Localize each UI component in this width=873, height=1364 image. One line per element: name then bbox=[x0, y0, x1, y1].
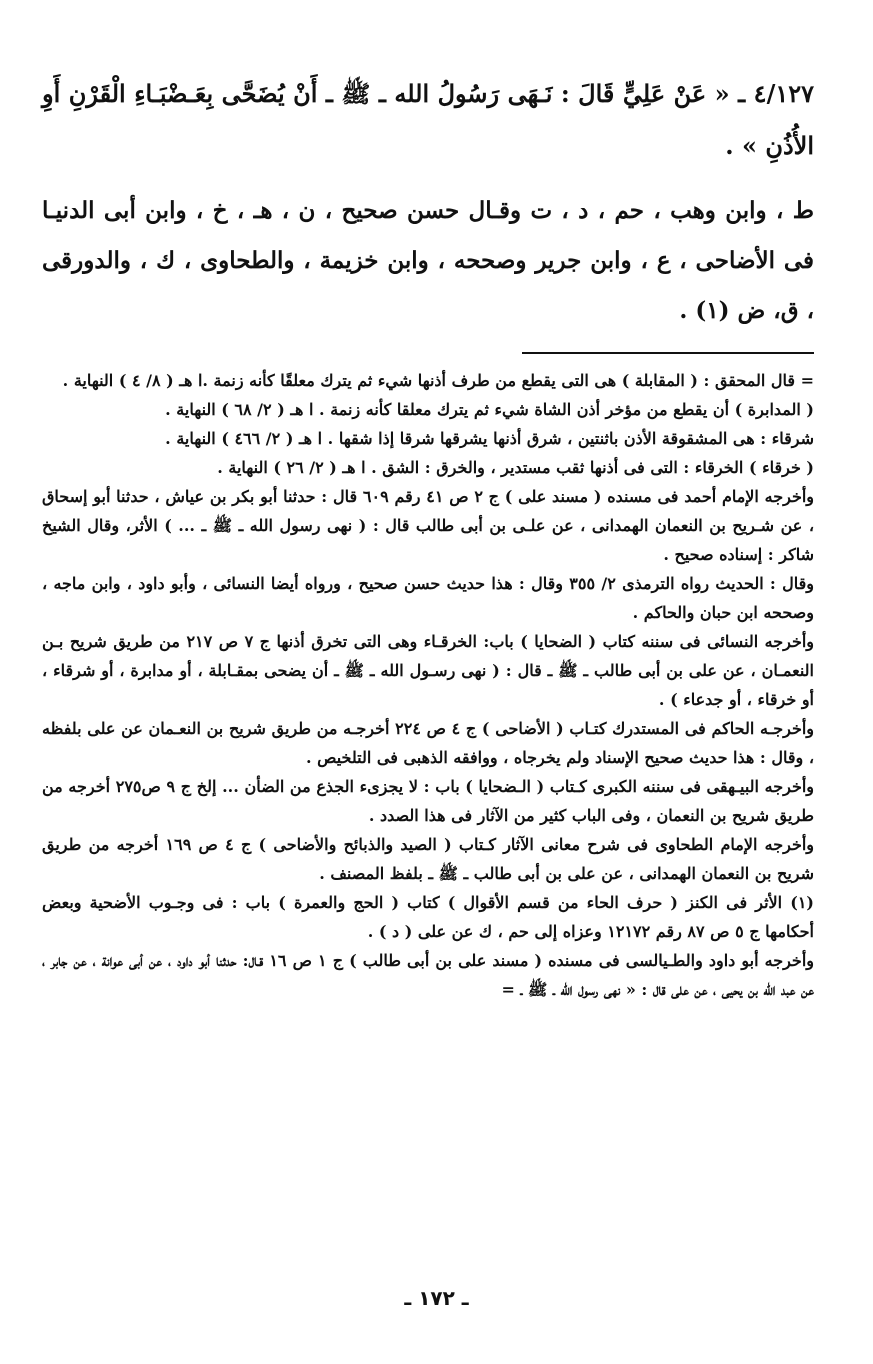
footnote-line: وقال : الحديث رواه الترمذى ٢/ ٣٥٥ وقال : هذا حديث حسن صحيح ، ورواه أيضا النسائى ، وأبو داود ، وابن ماجه ، وصححه ابن حبان والحاكم . bbox=[42, 574, 815, 622]
footnote-line: = قال المحقق : ( المقابلة ) هى التى يقطع من طرف أذنها شيء ثم يترك معلقًا كأنه زنمة .ا هـ ( ٨/ ٤ ) النهاية . bbox=[62, 371, 814, 390]
hadith-text: ٤/١٢٧ ـ « عَنْ عَلِيٍّ قَالَ : نَـهَى رَسُولُ الله ـ ﷺ ـ أَنْ يُضَحَّى بِعَـضْبَـاءِ الْقَرْنِ أَوِ الأُذُنِ » . bbox=[42, 79, 814, 160]
footnote-line: ( المدابرة ) أن يقطع من مؤخر أذن الشاة شيء ثم يترك معلقا كأنه زنمة . ا هـ ( ٢/ ٦٨ ) النهاية . bbox=[165, 400, 814, 419]
footnote-line: ( خرقاء ) الخرقاء : التى فى أذنها ثقب مستدير ، والخرق : الشق . ا هـ ( ٢/ ٢٦ ) النهاية . bbox=[217, 458, 814, 477]
footnote-line: شرقاء : هى المشقوقة الأذن باثنتين ، شرق أذنها يشرقها شرقا إذا شقها . ا هـ ( ٢/ ٤٦٦ ) النهاية . bbox=[165, 429, 814, 448]
footnote-line: (١) الأثر فى الكنز ( حرف الحاء من قسم الأقوال ) كتاب ( الحج والعمرة ) باب : فى وجـوب الأضحية وبعض أحكامها ج ٥ ص ٨٧ رقم ١٢١٧٢ وعزاه إلى حم ، ك عن على ( د ) . bbox=[42, 893, 814, 941]
footnote-line: وأخرجه أبو داود والطـيالسى فى مسنده ( مسند على بن أبى طالب ) ج ١ ص ١٦ قـال: حدثنا أبو داود ، عن أبى عوانة ، عن جابر ، عن عبد الله بن يحيى ، عن على قال : « نهى رسول الله ـ ﷺ ـ = bbox=[42, 951, 814, 999]
sources-line: ط ، وابن وهب ، حم ، د ، ت وقـال حسن صحيح ، ن ، هـ ، خ ، وابن أبى الدنيـا فى الأضاحى ، ع ، وابن جرير وصححه ، وابن خزيمة ، والطحاوى ، ك ، والدورقى ، ق، ض (١) . bbox=[42, 197, 814, 324]
footnote-separator bbox=[522, 352, 814, 354]
page-body bbox=[42, 68, 814, 1004]
footnote-line: وأخرجه البيـهقى فى سننه الكبرى كـتاب ( الـضحايا ) باب : لا يجزىء الجذع من الضأن ... إلخ ج ٩ ص٢٧٥ أخرجه من طريق شريح بن النعمان ، وفى الباب كثير من الآثار فى هذا الصدد . bbox=[42, 777, 815, 825]
footnotes bbox=[42, 366, 814, 1004]
footnote-line: وأخرجه الإمام أحمد فى مسنده ( مسند على ) ج ٢ ص ٤١ رقم ٦٠٩ قال : حدثنا أبو بكر بن عياش ، حدثنا أبو إسحاق ، عن شـريح بن النعمان الهمدانى ، عن علـى بن أبى طالب قال : ( نهى رسول الله ـ ﷺ ـ ... ) الأثر، وقال الشيخ شاكر : إسناده صحيح . bbox=[42, 487, 815, 564]
page-number: ـ ١٧٢ ـ bbox=[404, 1286, 469, 1310]
footnote-line: وأخرجـه الحاكم فى المستدرك كتـاب ( الأضاحى ) ج ٤ ص ٢٢٤ أخرجـه من طريق شريح بن النعـمان عن على بلفظه ، وقال : هذا حديث صحيح الإسناد ولم يخرجاه ، ووافقه الذهبى فى التلخيص . bbox=[42, 719, 815, 767]
footnote-line: وأخرجه الإمام الطحاوى فى شرح معانى الآثار كـتاب ( الصيد والذبائح والأضاحى ) ج ٤ ص ١٦٩ أخرجه من طريق شريح بن النعمان الهمدانى ، عن على بن أبى طالب ـ ﷺ ـ بلفظ المصنف . bbox=[42, 835, 815, 883]
footnote-line: وأخرجه النسائى فى سننه كتاب ( الضحايا ) باب: الخرقـاء وهى التى تخرق أذنها ج ٧ ص ٢١٧ من طريق شريح بـن النعمـان ، عن على بن أبى طالب ـ ﷺ ـ قال : ( نهى رسـول الله ـ ﷺ ـ أن يضحى بمقـابلة ، أو مدابرة ، أو شرقاء ، أو خرقاء ، أو جدعاء ) . bbox=[42, 632, 815, 709]
